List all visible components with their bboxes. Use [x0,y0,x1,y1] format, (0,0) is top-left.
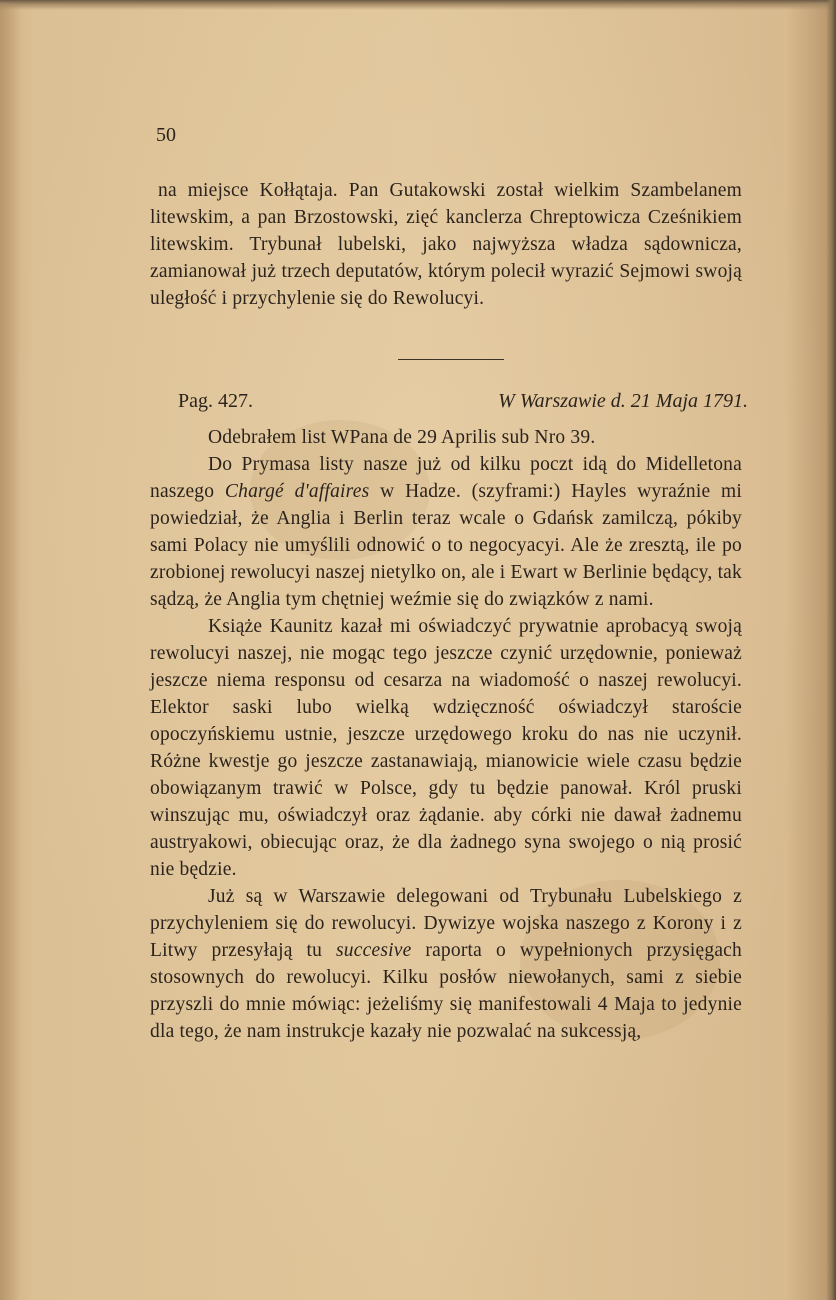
italic-term: Chargé d'affaires [224,481,370,502]
continued-paragraph [150,177,742,312]
italic-term: succesive [336,940,412,961]
text-run: Do Prymasa listy nasze już od kilku poczt idą do Midelletona naszego [150,454,742,502]
page-right-edge [826,0,836,1300]
place-and-date: W Warszawie d. 21 Maja 1791. [498,390,748,412]
page-top-edge [0,0,836,10]
paragraph [150,451,742,613]
text-run: w Hadze. (szyframi:) Hayles wyraźnie mi powiedział, że Anglia i Berlin teraz wcale o Gdańsk zamilczą, pókiby sami Polacy nie umyślili odnowić o to negocyacyi. Ale że zresztą, ile po zrobionej rewolucyi naszej nietylko on, ale i Ewart w Berlinie będący, tak sądzą, że Anglia tym chętniej weźmie się do związków z nami. [150,481,742,610]
letter-body [150,424,742,1045]
paragraph: na miejsce Kołłątaja. Pan Gutakowski został wielkim Szambelanem litewskim, a pan Brzostowski, zięć kanclerza Chreptowicza Cześnikiem litewskim. Trybunał lubelski, jako najwyższa władza sądownicza, zamianował już trzech deputatów, którym polecił wyrazić Sejmowi swoją uległość i przychylenie się do Rewolucyi. [150,180,742,309]
paragraph: Książe Kaunitz kazał mi oświadczyć prywatnie aprobacyą swoją rewolucyi naszej, nie mogąc tego jeszcze czynić urzędownie, ponieważ jeszcze niema responsu od cesarza na wiadomość o naszej rewolucyi. Elektor saski lubo wielką wdzięczność oświadczył staroście opoczyńskiemu ustnie, jeszcze urzędowego kroku do nas nie uczynił. Różne kwestje go jeszcze zastanawiają, mianowicie wiele czasu będzie obowiązanym trawić w Polsce, gdy tu będzie panował. Król pruski winszując mu, oświadczył oraz żądanie. aby córki nie dawał żadnemu austryakowi, obiecując oraz, że dla żadnego syna swojego o nią prosić nie będzie. [150,616,742,880]
text-run: raporta o wypełnionych przysięgach stosownych do rewolucyi. Kilku posłów niewołanych, sami z siebie przyszli do mnie mówiąc: jeżeliśmy się manifestowali 4 Maja to jedynie dla tego, że nam instrukcje kazały nie pozwalać na sukcessją, [150,940,742,1042]
letter-heading [178,390,748,420]
text-run: Już są w Warszawie delegowani od Trybunału Lubelskiego z przychyleniem się do rewolucyi. Dywizye wojska naszego z Korony i z Litwy przesyłają tu [150,886,742,961]
section-divider [398,359,504,360]
page-left-shadow [0,0,20,1300]
page-reference: Pag. 427. [178,390,253,412]
page-number: 50 [156,124,176,146]
paragraph [150,883,742,1045]
paragraph: Odebrałem list WPana de 29 Aprilis sub Nro 39. [208,427,596,448]
